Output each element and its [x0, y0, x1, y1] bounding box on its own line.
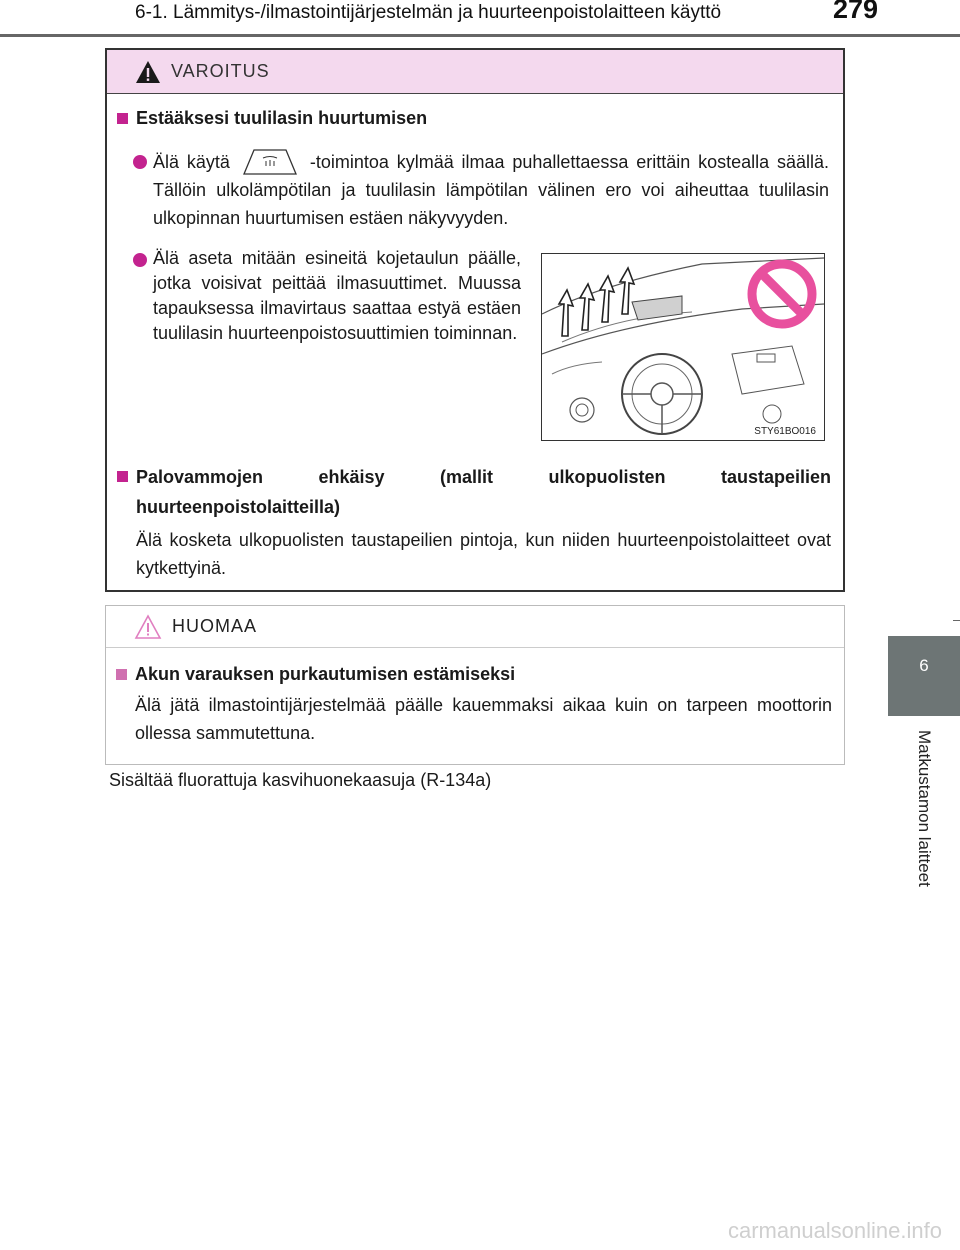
windshield-defroster-button-icon: [238, 146, 302, 176]
warning-label: VAROITUS: [171, 61, 270, 81]
section-square-icon: [116, 669, 127, 680]
warning-header: [107, 50, 843, 94]
running-header: 6-1. Lämmitys-/ilmastointijärjestelmän ja huurteenpoistolaitteen käyttö: [135, 2, 722, 23]
chapter-tab: [888, 636, 960, 716]
notice-label: HUOMAA: [172, 616, 258, 636]
header-rule: [0, 34, 960, 37]
prohibition-sign-icon: [746, 258, 818, 330]
illustration-code: STY61BO016: [754, 426, 816, 437]
section-square-icon: [117, 113, 128, 124]
section-title: [115, 108, 831, 129]
chapter-label-text: Matkustamon laitteet: [915, 730, 934, 887]
section-title: [115, 462, 831, 522]
bullet-dot-icon: [133, 253, 147, 267]
section-body: Älä jätä ilmastointijärjestelmää päälle kauemmaksi aikaa kuin on tarpeen moottorin ollessa sammutettuna.: [135, 695, 832, 743]
refrigerant-note: Sisältää fluorattuja kasvihuonekaasuja (R-134a): [109, 770, 492, 790]
section-title-text: Akun varauksen purkautumisen estämiseksi: [135, 664, 516, 684]
section-title: [114, 664, 832, 685]
bullet-text-before: Älä käytä: [153, 152, 230, 172]
warning-section-defog: [115, 108, 831, 129]
section-body: Älä kosketa ulkopuolisten taustapeilien pintoja, kun niiden huurteenpoistolaitteet ovat kytkettyinä.: [136, 530, 831, 578]
side-tick: [953, 620, 960, 621]
warning-box: [105, 48, 845, 592]
dashboard-illustration: [541, 253, 825, 441]
warning-triangle-icon: [134, 614, 162, 640]
chapter-number: 6: [919, 656, 929, 675]
warning-section-burns: [115, 462, 831, 582]
notice-box: [105, 605, 845, 765]
bullet-row: [133, 148, 831, 232]
bullet-text: Älä aseta mitään esineitä kojetaulun päälle, jotka voisivat peittää ilmasuuttimet. Muussa tapauksessa ilmavirtaus saattaa estyä estäen tuulilasin huurteenpoistosuuttimien toiminnan.: [153, 248, 521, 343]
bullet-text-after: -toimintoa kylmää ilmaa puhallettaessa erittäin kostealla säällä. Tällöin ulkolämpötilan ja tuulilasin lämpötilan välinen ero voi aiheuttaa tuulilasin ulkopinnan huurtumisen estäen näkyvyyden.: [153, 152, 829, 229]
notice-section: [114, 664, 832, 747]
chapter-label: [888, 730, 960, 910]
page-number: 279: [832, 0, 878, 24]
bullet-row: [133, 246, 521, 346]
bullet-item: [133, 246, 521, 346]
warning-triangle-icon: [135, 60, 161, 84]
watermark: carmanualsonline.info: [727, 1218, 942, 1243]
section-square-icon: [117, 471, 128, 482]
bullet-item: [133, 148, 831, 232]
bullet-dot-icon: [133, 155, 147, 169]
bullet-text: [153, 148, 829, 232]
section-title-text: Palovammojen ehkäisy (mallit ulkopuolisten taustapeilien huurteenpoistolaitteilla): [136, 467, 831, 517]
notice-header: [106, 606, 844, 648]
section-title-text: Estääksesi tuulilasin huurtumisen: [136, 108, 428, 128]
